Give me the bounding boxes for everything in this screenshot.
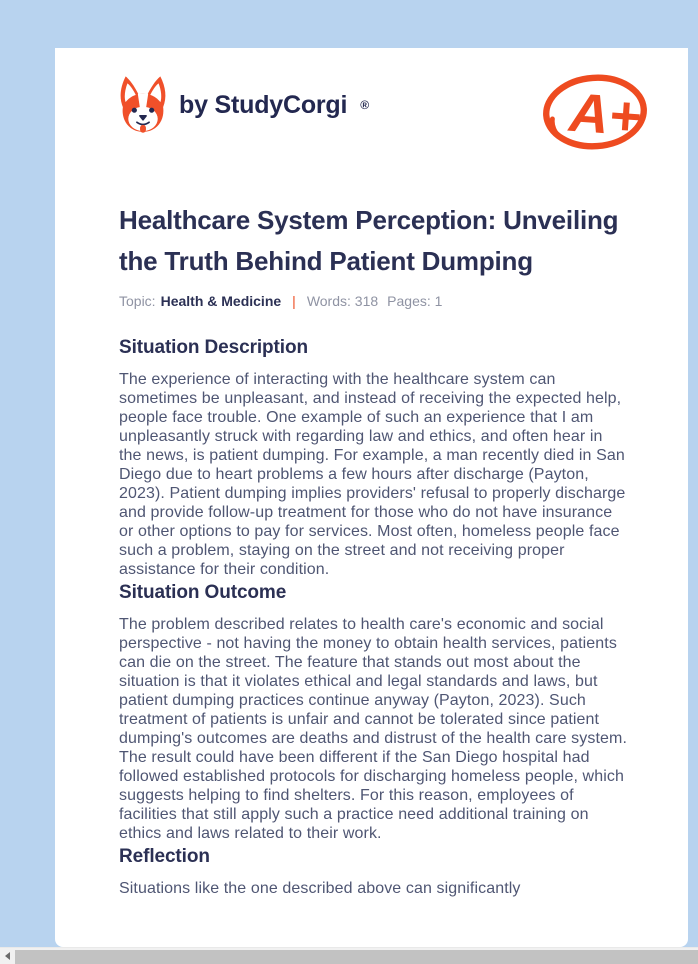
section-paragraph: The experience of interacting with the healthcare system can sometimes be unpleasant, and instead of receiving the expected help, people face trouble. One example of such an experience that I am unpleasantly struck with regarding law and ethics, and often hear in the news, is patient dumping. For example, a man recently died in San Diego due to heart problems a few hours after discharge (Payton, 2023). Patient dumping implies providers' refusal to properly discharge and provide follow-up treatment for those who do not have insurance or other options to pay for services. Most often, homeless people face such a problem, staying on the street and not receiving proper assistance for their condition. xyxy=(119,371,626,578)
document-header xyxy=(55,48,688,154)
registered-trademark-symbol: ® xyxy=(360,98,370,112)
logo-text: by StudyCorgi xyxy=(179,90,348,119)
article-body xyxy=(55,336,688,898)
section-heading-reflection: Reflection xyxy=(119,846,210,867)
word-count: Words: 318 xyxy=(306,293,379,309)
scroll-left-arrow-icon xyxy=(5,952,10,960)
scroll-left-button[interactable] xyxy=(0,948,15,964)
meta-separator: | xyxy=(292,293,296,309)
corgi-icon xyxy=(117,74,169,136)
section-paragraph: The problem described relates to health care's economic and social perspective - not having the money to obtain health services, patients can die on the street. The feature that stands out most about the situation is that it violates ethical and legal standards and laws, but patient dumping practices continue anyway (Payton, 2023). Such treatment of patients is unfair and cannot be tolerated since patient dumping's outcomes are deaths and distrust of the health care system. The result could have been different if the San Diego hospital had followed established protocols for discharging homeless people, which suggests helping to find shelters. For this reason, employees of facilities that still apply such a practice need additional training on ethics and laws related to their work. xyxy=(119,616,628,842)
section-paragraph: Situations like the one described above can significantly xyxy=(119,880,521,897)
document-card xyxy=(55,48,688,947)
topic-value[interactable]: Health & Medicine xyxy=(160,293,282,309)
horizontal-scrollbar-thumb[interactable] xyxy=(15,950,698,964)
section-heading-situation-outcome: Situation Outcome xyxy=(119,582,287,603)
studycorgi-logo xyxy=(117,74,369,136)
badge-grade-text: A+ xyxy=(567,80,643,148)
article-meta xyxy=(55,292,688,310)
section-heading-situation-description: Situation Description xyxy=(119,337,308,358)
page-title: Healthcare System Perception: Unveiling the Truth Behind Patient Dumping xyxy=(119,205,619,276)
topic-label: Topic: xyxy=(119,293,156,309)
page-count: Pages: 1 xyxy=(387,293,443,309)
horizontal-scrollbar[interactable] xyxy=(0,947,698,964)
a-plus-grade-badge-icon xyxy=(540,70,650,154)
